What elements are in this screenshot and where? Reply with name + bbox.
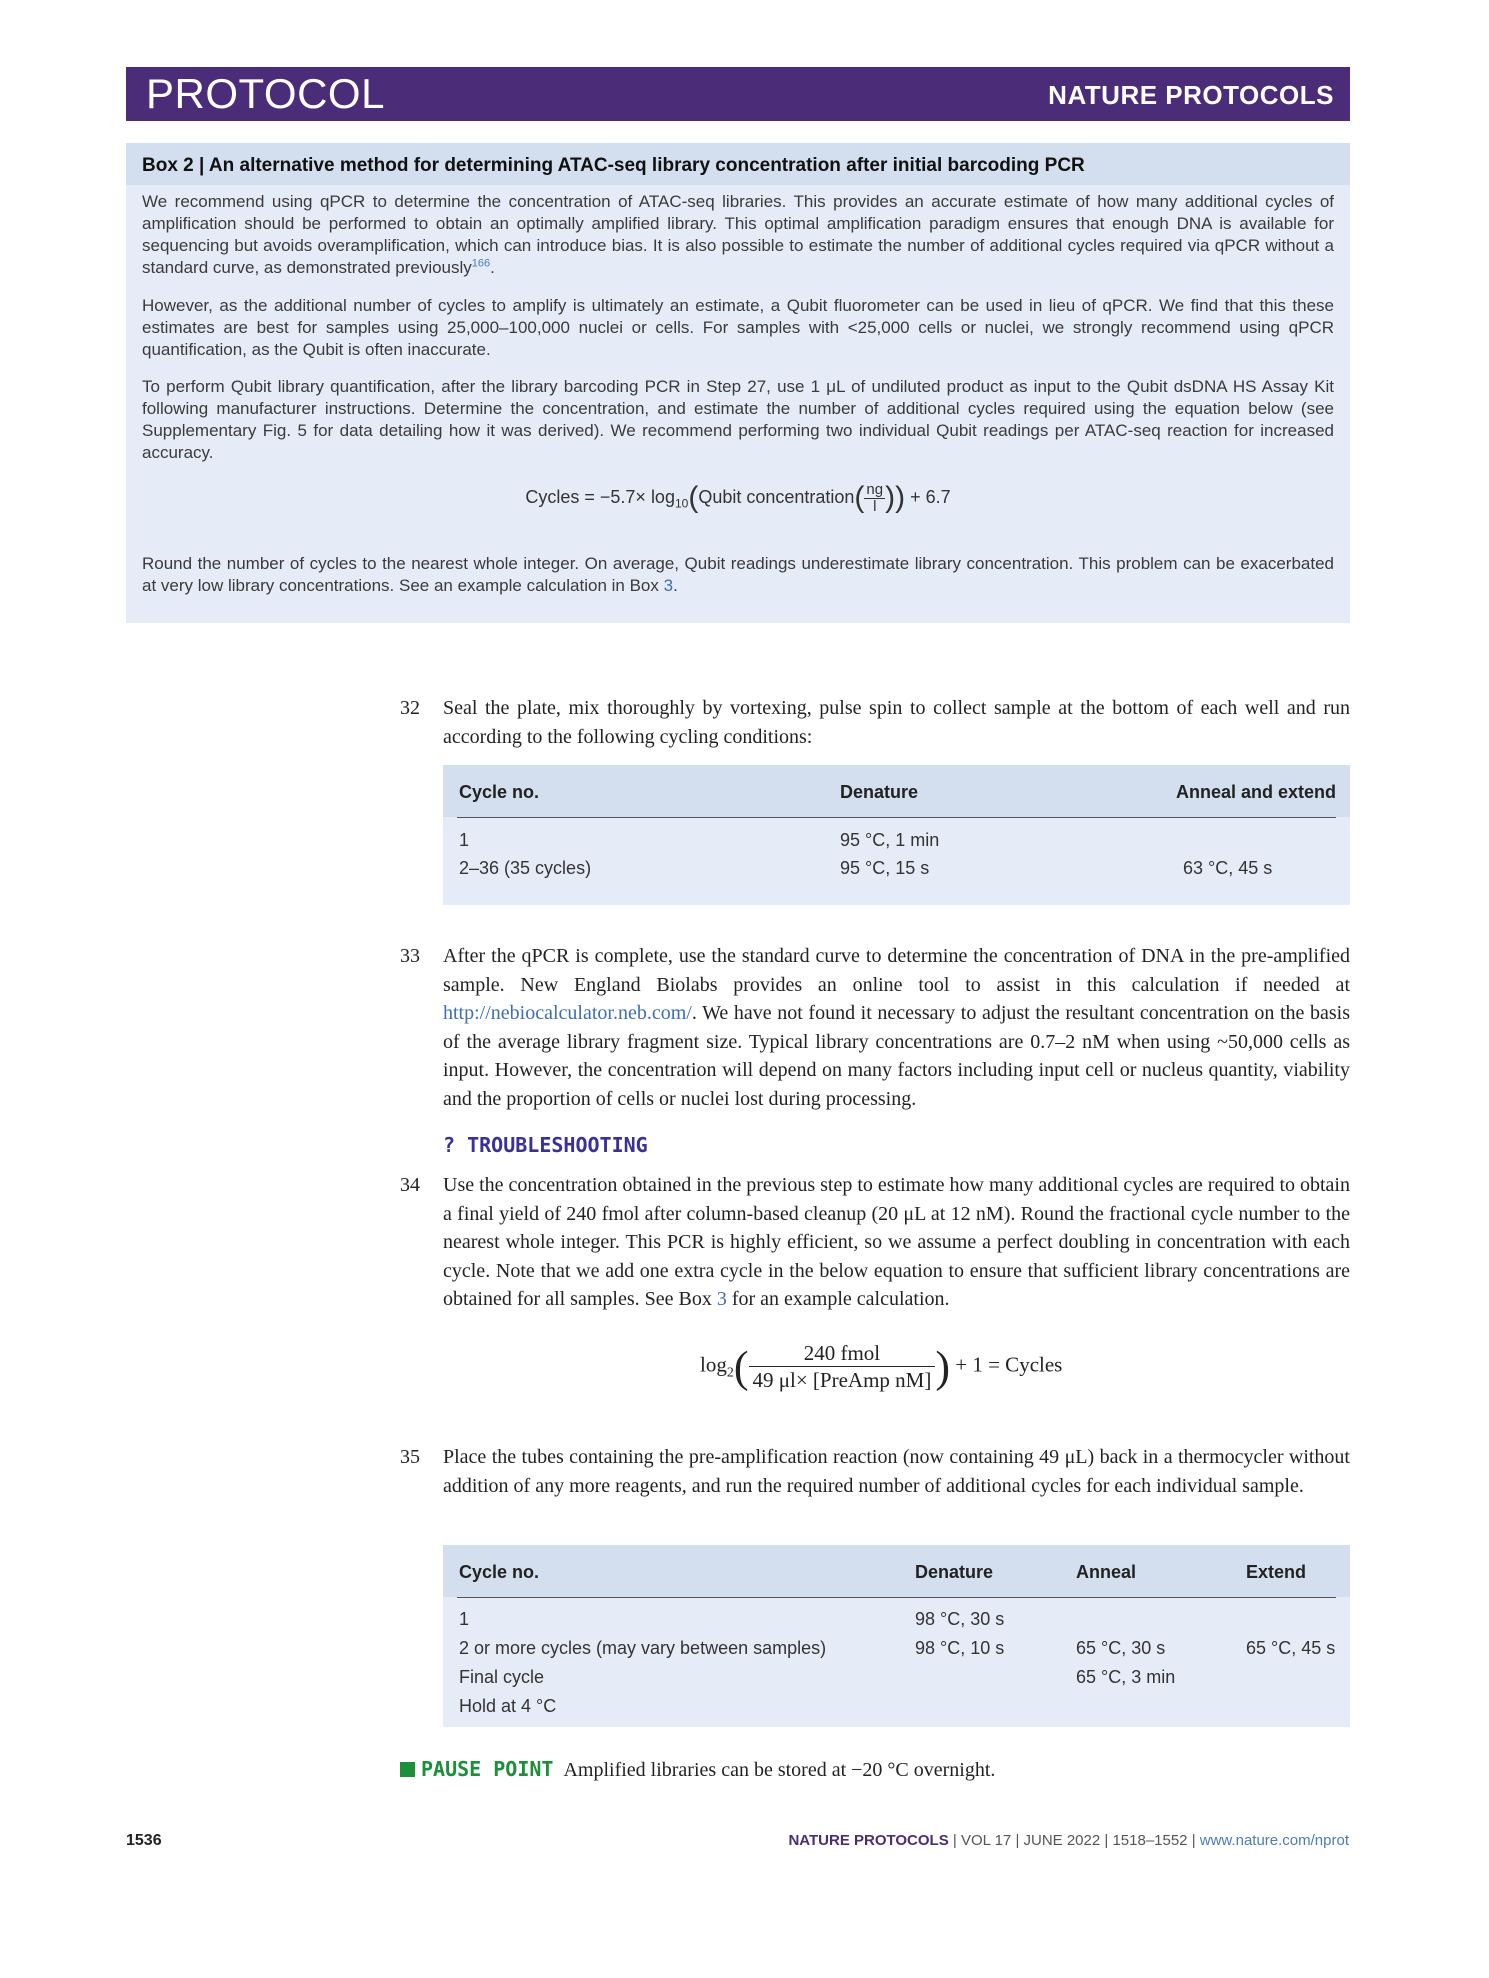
box-paragraph-2: However, as the additional number of cycles to amplify is ultimately an estimate, a Qubit fluorometer can be used in lieu of qPCR. We find that this these estimates are best for samples using 25,000–100,000 nuclei or cells. For samples with <25,000 cells or nuclei, we strongly recommend using qPCR quantification, as the Qubit is often inaccurate.: [142, 296, 1334, 359]
table-cell: 63 °C, 45 s: [1183, 858, 1273, 878]
journal-header: [126, 67, 1350, 121]
table-cell: 65 °C, 30 s: [1076, 1638, 1166, 1658]
step-text: Place the tubes containing the pre-amplification reaction (now containing 49 μL) back in a thermocycler without addition of any more reagents, and run the required number of additional cycles for each individual sample.: [443, 1446, 1350, 1497]
step-text: Use the concentration obtained in the previous step to estimate how many additional cycles are required to obtain a final yield of 240 fmol after column-based cleanup (20 μL at 12 nM). Round the fractional cycle number to the nearest whole integer. This PCR is highly efficient, so we assume a perfect doubling in concentration with each cycle. Note that we add one extra cycle in the below equation to ensure that sufficient library concentrations are obtained for all samples. See Box 3 for an example calculation.: [443, 1174, 1350, 1310]
box-2: [126, 143, 1350, 623]
preamp-cycles-equation: $\log_2$( 240 fmol 49 μl× [PreAmp nM] ) + 1 = Cycles: [700, 1341, 1063, 1392]
table-cell: 2–36 (35 cycles): [459, 858, 592, 878]
box-title: Box 2 | An alternative method for determining ATAC-seq library concentration after initial barcoding PCR: [142, 155, 1085, 176]
footer-citation: NATURE PROTOCOLS | VOL 17 | JUNE 2022 | 1518–1552 | www.nature.com/nprot: [788, 1832, 1349, 1849]
box-paragraph-1: We recommend using qPCR to determine the concentration of ATAC-seq libraries. This provides an accurate estimate of how many additional cycles of amplification should be performed to obtain an optimally amplified library. This optimal amplification paradigm ensures that enough DNA is available for sequencing but avoids overamplification, which can introduce bias. It is also possible to estimate the number of additional cycles required via qPCR without a standard curve, as demonstrated previously$^{166}$.: [142, 192, 1334, 277]
col-cycle-no: Cycle no.: [459, 1562, 540, 1582]
box-title-bar: [126, 143, 1350, 185]
table-cell: Final cycle: [459, 1667, 545, 1687]
step-number: 32: [400, 697, 420, 719]
col-anneal-extend: Anneal and extend: [1175, 782, 1336, 802]
box-paragraph-4: Round the number of cycles to the nearest whole integer. On average, Qubit readings underestimate library concentration. This problem can be exacerbated at very low library concentrations. See an example calculation in Box 3.: [142, 554, 1334, 595]
step-number: 34: [400, 1174, 420, 1196]
table-cell: 98 °C, 30 s: [915, 1609, 1005, 1629]
col-extend: Extend: [1246, 1562, 1307, 1582]
cycling-table-1: [443, 765, 1350, 905]
box-paragraph-3: To perform Qubit library quantification, after the library barcoding PCR in Step 27, use 1 μL of undiluted product as input to the Qubit dsDNA HS Assay Kit following manufacturer instructions. Determine the concentration, and estimate the number of additional cycles required using the equation below (see Supplementary Fig. 5 for data detailing how it was derived). We recommend performing two individual Qubit readings per ATAC-seq reaction for increased accuracy.: [142, 377, 1334, 462]
pause-label: PAUSE POINT: [421, 1757, 554, 1781]
troubleshooting-label[interactable]: ? TROUBLESHOOTING: [443, 1133, 648, 1157]
col-anneal: Anneal: [1076, 1562, 1137, 1582]
box-3-link[interactable]: 3: [663, 576, 674, 595]
col-cycle-no: Cycle no.: [459, 782, 540, 802]
journal-name: NATURE PROTOCOLS: [1048, 80, 1334, 110]
col-denature: Denature: [915, 1562, 994, 1582]
cycling-table-2: [443, 1545, 1350, 1727]
table-cell: 65 °C, 45 s: [1246, 1638, 1336, 1658]
reference-166[interactable]: 166: [471, 257, 491, 270]
section-label: PROTOCOL: [146, 70, 385, 117]
step-text: After the qPCR is complete, use the standard curve to determine the concentration of DNA in the pre-amplified sample. New England Biolabs provides an online tool to assist in this calculation if needed at http://nebiocalculator.neb.com/. We have not found it necessary to adjust the resultant concentration on the basis of the average library fragment size. Typical library concentrations are 0.7–2 nM when using ~50,000 cells as input. However, the concentration will depend on many factors including input cell or nucleus quantity, viability and the proportion of cells or nuclei lost during processing.: [443, 945, 1350, 1110]
table-cell: 65 °C, 3 min: [1076, 1667, 1176, 1687]
table-header: [443, 1545, 1350, 1597]
table-cell: 98 °C, 10 s: [915, 1638, 1005, 1658]
qubit-cycles-equation: Cycles = $-5.7\times \log_{10}(Qubit$ concentration( $\frac{ng}{l}$ )) + 6.7: [525, 480, 951, 515]
step-number: 35: [400, 1446, 420, 1468]
table-cell: Hold at 4 °C: [459, 1696, 557, 1716]
col-denature: Denature: [840, 782, 919, 802]
pause-text: Amplified libraries can be stored at −20 °C overnight.: [563, 1759, 996, 1781]
table-cell: 95 °C, 1 min: [840, 830, 940, 850]
table-cell: 1: [459, 830, 470, 850]
step-number: 33: [400, 945, 420, 967]
table-cell: 95 °C, 15 s: [840, 858, 930, 878]
table-cell: 2 or more cycles (may vary between samples): [459, 1638, 827, 1658]
pause-point: [400, 1757, 995, 1782]
table-cell: 1: [459, 1609, 470, 1629]
pause-square-icon: [400, 1762, 415, 1777]
box-3-link[interactable]: 3: [716, 1288, 727, 1310]
step-text: Seal the plate, mix thoroughly by vortexing, pulse spin to collect sample at the bottom of each well and run according to the following cycling conditions:: [443, 697, 1350, 748]
page-number: 1536: [126, 1832, 162, 1849]
journal-url-link[interactable]: www.nature.com/nprot: [1199, 1832, 1349, 1849]
nebiocalculator-link[interactable]: http://nebiocalculator.neb.com/: [443, 1002, 692, 1024]
